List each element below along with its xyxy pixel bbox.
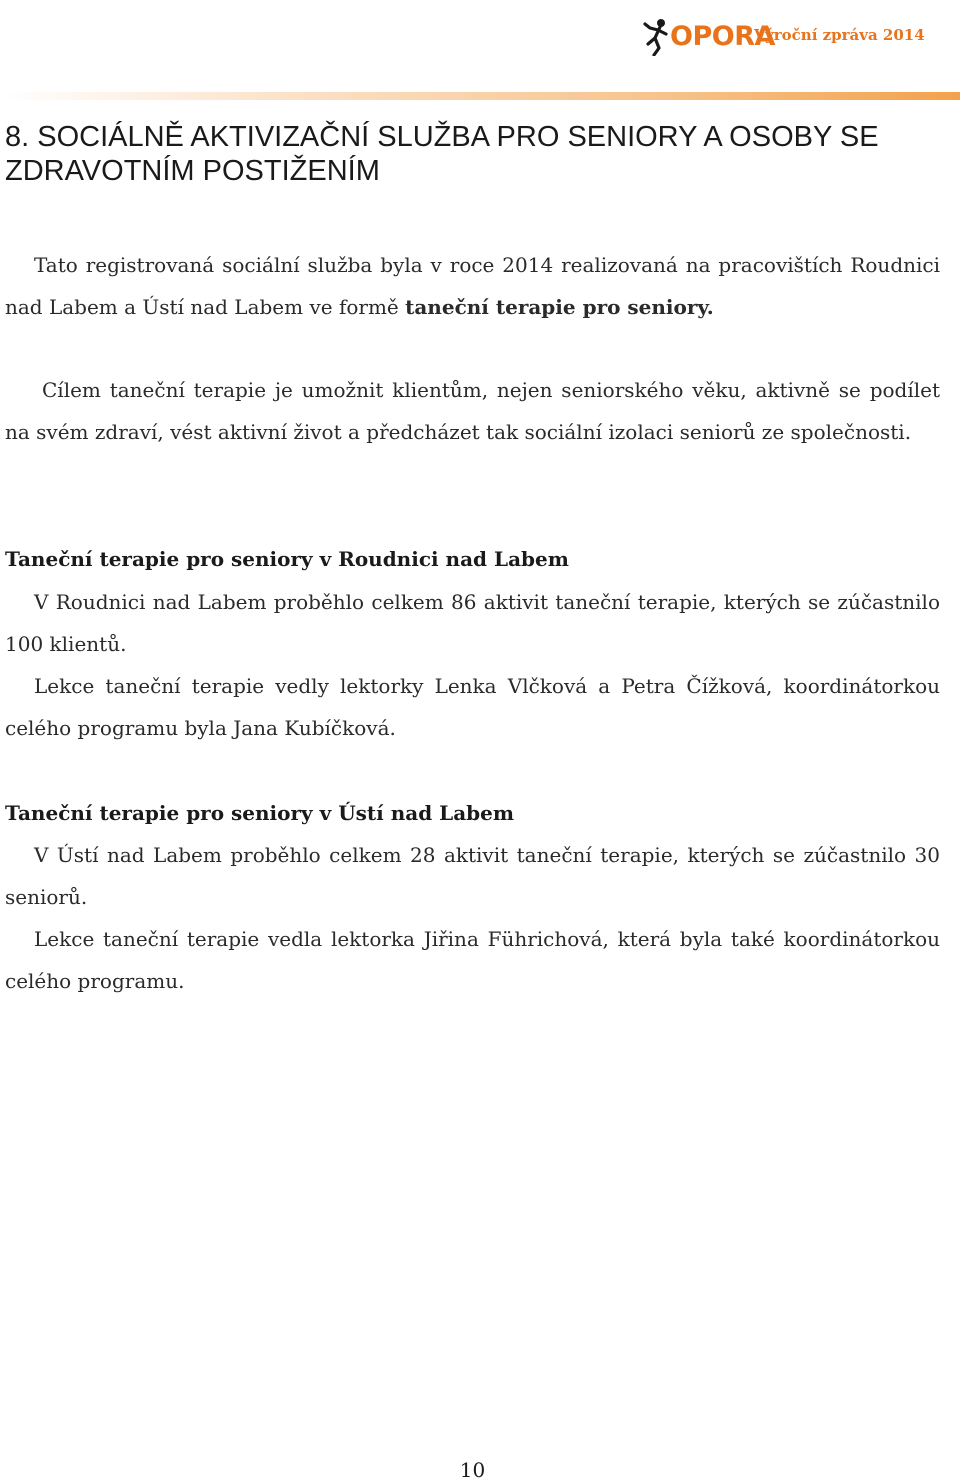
logo-text: OPORA — [670, 20, 775, 52]
usti-stats-paragraph: V Ústí nad Labem proběhlo celkem 28 aktivit taneční terapie, kterých se zúčastnilo 30 seniorů. — [5, 843, 940, 909]
page-number: 10 — [459, 1458, 486, 1482]
goal-paragraph: Cílem taneční terapie je umožnit klientům, nejen seniorského věku, aktivně se podílet na svém zdraví, vést aktivní život a předcházet tak sociální izolaci seniorů ze společnosti. — [5, 378, 940, 444]
roudnice-staff-paragraph: Lekce taneční terapie vedly lektorky Lenka Vlčková a Petra Čížková, koordinátorkou celého programu byla Jana Kubíčková. — [5, 674, 940, 740]
roudnice-heading: Taneční terapie pro seniory v Roudnici nad Labem — [5, 547, 569, 571]
page-header — [0, 0, 960, 100]
report-title: Výroční zpráva 2014 — [754, 26, 925, 44]
header-divider — [0, 92, 960, 100]
intro-paragraph — [5, 244, 940, 328]
section-heading: 8. SOCIÁLNĚ AKTIVIZAČNÍ SLUŽBA PRO SENIORY A OSOBY SE ZDRAVOTNÍM POSTIŽENÍM — [5, 121, 879, 187]
dancing-figure-icon — [642, 16, 670, 56]
usti-staff-paragraph: Lekce taneční terapie vedla lektorka Jiřina Führichová, která byla také koordinátorkou celého programu. — [5, 927, 940, 993]
usti-heading: Taneční terapie pro seniory v Ústí nad Labem — [5, 801, 515, 825]
intro-bold-text: taneční terapie pro seniory. — [405, 295, 714, 319]
intro-text: Tato registrovaná sociální služba byla v roce 2014 realizovaná na pracovištích Roudnici nad Labem a Ústí nad Labem ve formě — [5, 253, 940, 319]
roudnice-stats-paragraph: V Roudnici nad Labem proběhlo celkem 86 aktivit taneční terapie, kterých se zúčastnilo 100 klientů. — [5, 590, 940, 656]
